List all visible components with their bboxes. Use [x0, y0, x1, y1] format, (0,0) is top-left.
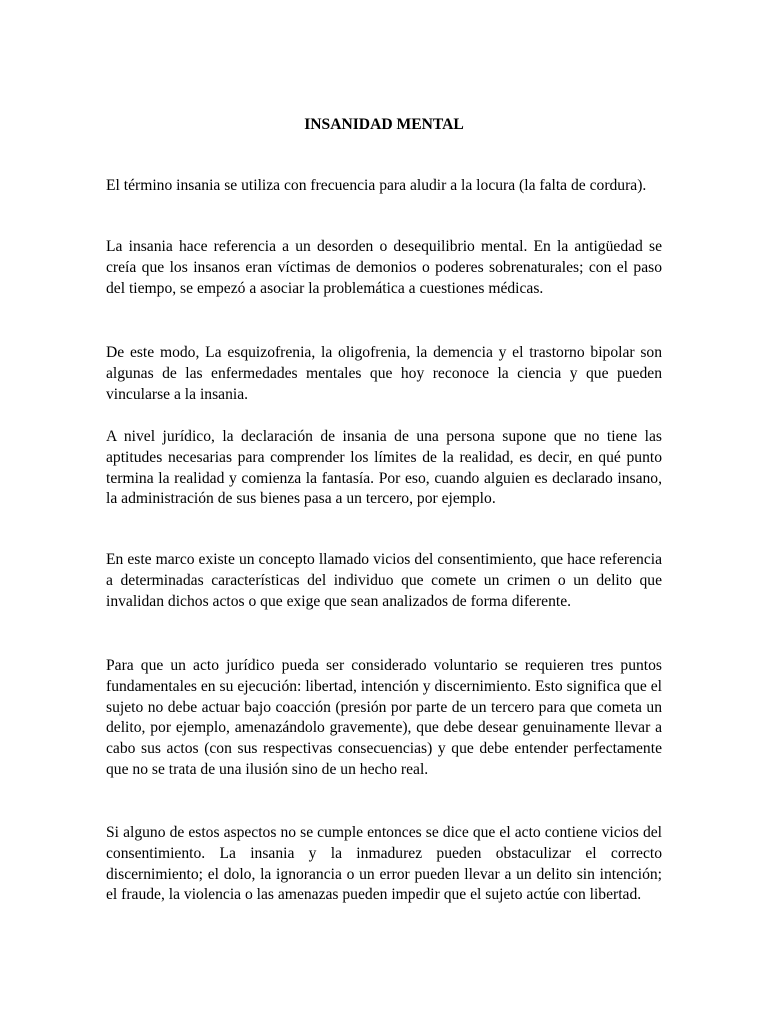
paragraph-3: De este modo, La esquizofrenia, la oligofrenia, la demencia y el trastorno bipolar son algunas de las enfermedades mentales que hoy reconoce la ciencia y que pueden vincularse a la insania.	[106, 344, 662, 403]
paragraph-4: A nivel jurídico, la declaración de insania de una persona supone que no tiene las aptitudes necesarias para comprender los límites de la realidad, es decir, en qué punto termina la realidad y comienza la fantasía. Por eso, cuando alguien es declarado insano, la administración de sus bienes pasa a un tercero, por ejemplo.	[106, 428, 662, 508]
paragraph-7: Si alguno de estos aspectos no se cumple entonces se dice que el acto contiene vicios del consentimiento. La insania y la inmadurez pueden obstaculizar el correcto discernimiento; el dolo, la ignorancia o un error pueden llevar a un delito sin intención; el fraude, la violencia o las amenazas pueden impedir que el sujeto actúe con libertad.	[106, 824, 662, 904]
paragraph-6: Para que un acto jurídico pueda ser considerado voluntario se requieren tres puntos fundamentales en su ejecución: libertad, intención y discernimiento. Esto significa que el sujeto no debe actuar bajo coacción (presión por parte de un tercero para que cometa un delito, por ejemplo, amenazándolo gravemente), que debe desear genuinamente llevar a cabo sus actos (con sus respectivas consecuencias) y que debe entender perfectamente que no se trata de una ilusión sino de un hecho real.	[106, 657, 662, 778]
paragraph-1: El término insania se utiliza con frecuencia para aludir a la locura (la falta de cordura).	[106, 177, 647, 194]
paragraph-2: La insania hace referencia a un desorden o desequilibrio mental. En la antigüedad se creía que los insanos eran víctimas de demonios o poderes sobrenaturales; con el paso del tiempo, se empezó a asociar la problemática a cuestiones médicas.	[106, 238, 662, 297]
document-title: INSANIDAD MENTAL	[304, 116, 464, 133]
paragraph-5: En este marco existe un concepto llamado vicios del consentimiento, que hace referencia a determinadas características del individuo que comete un crimen o un delito que invalidan dichos actos o que exige que sean analizados de forma diferente.	[106, 551, 662, 610]
document-page	[106, 0, 662, 1024]
